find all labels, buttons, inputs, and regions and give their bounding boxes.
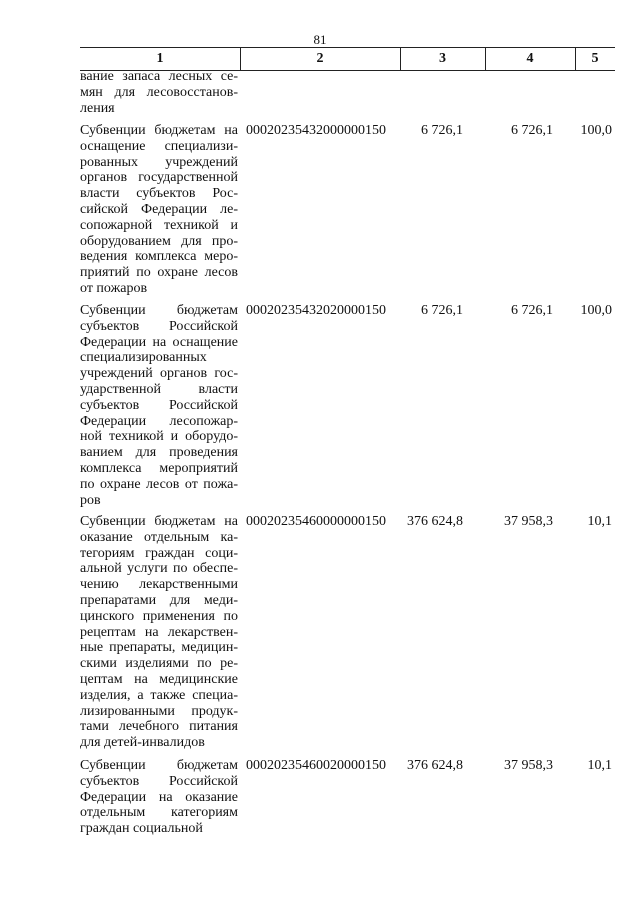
- description-line: Субвенции бюджетам: [80, 303, 238, 318]
- description-line: власти субъектов Рос-: [80, 186, 238, 202]
- description-line: цинского применения по: [80, 608, 238, 624]
- description-line: ров: [80, 492, 101, 508]
- description-line: Федерации на оказание: [80, 789, 238, 805]
- budget-code: 00020235460000000150: [246, 514, 386, 529]
- description-line: лизированными продук-: [80, 703, 238, 719]
- value-col-3: 6 726,1: [421, 123, 463, 138]
- description-line: вание запаса лесных се-: [80, 69, 238, 84]
- value-col-4: 6 726,1: [511, 303, 553, 318]
- description-line: Субвенции бюджетам: [80, 758, 238, 773]
- description-line: ванием для проведения: [80, 445, 238, 461]
- description-line: Субвенции бюджетам на: [80, 123, 238, 138]
- column-header-5: 5: [591, 51, 599, 66]
- description-line: рованных учреждений: [80, 154, 238, 170]
- description-line: учреждений органов гос-: [80, 366, 238, 382]
- value-col-3: 376 624,8: [407, 514, 463, 529]
- description-line: от пожаров: [80, 280, 148, 296]
- value-col-4: 37 958,3: [504, 758, 553, 773]
- row-description: [80, 123, 238, 297]
- description-line: Субвенции бюджетам на: [80, 514, 238, 529]
- value-col-4: 6 726,1: [511, 123, 553, 138]
- description-line: сийской Федерации ле-: [80, 201, 238, 217]
- budget-code: 00020235432000000150: [246, 123, 386, 138]
- row-description: [80, 69, 238, 116]
- table-header: [80, 47, 615, 71]
- column-header-4: 4: [526, 51, 534, 66]
- description-line: препаратами для меди-: [80, 592, 238, 608]
- description-line: цептам на медицинские: [80, 671, 238, 687]
- description-line: сопожарной техникой и: [80, 217, 238, 233]
- description-line: чению лекарственными: [80, 577, 238, 593]
- description-line: тегориям граждан соци-: [80, 545, 238, 561]
- description-line: альной услуги по обеспе-: [80, 561, 238, 577]
- description-line: субъектов Российской: [80, 318, 238, 334]
- description-line: органов государственной: [80, 170, 238, 186]
- description-line: по охране лесов от пожа-: [80, 476, 238, 492]
- value-col-5: 100,0: [580, 123, 612, 138]
- page-number: 81: [313, 32, 327, 47]
- description-line: комплекса мероприятий: [80, 460, 238, 476]
- budget-code: 00020235432020000150: [246, 303, 386, 318]
- description-line: оборудованием для про-: [80, 233, 238, 249]
- row-description: [80, 758, 238, 837]
- description-line: отдельным категориям: [80, 805, 238, 821]
- description-line: Федерации лесопожар-: [80, 413, 238, 429]
- description-line: ной техникой и оборудо-: [80, 429, 238, 445]
- description-line: для детей-инвалидов: [80, 735, 205, 751]
- description-line: ления: [80, 100, 115, 116]
- value-col-3: 376 624,8: [407, 758, 463, 773]
- row-description: [80, 514, 238, 751]
- description-line: специализированных: [80, 350, 207, 366]
- description-line: субъектов Российской: [80, 397, 238, 413]
- value-col-5: 10,1: [587, 514, 612, 529]
- description-line: тами лечебного питания: [80, 719, 238, 735]
- value-col-5: 10,1: [587, 758, 612, 773]
- description-line: субъектов Российской: [80, 773, 238, 789]
- description-line: приятий по охране лесов: [80, 265, 238, 281]
- column-header-1: 1: [156, 51, 164, 66]
- budget-code: 00020235460020000150: [246, 758, 386, 773]
- value-col-5: 100,0: [580, 303, 612, 318]
- value-col-4: 37 958,3: [504, 514, 553, 529]
- description-line: граждан социальной: [80, 821, 203, 837]
- value-col-3: 6 726,1: [421, 303, 463, 318]
- description-line: ведения комплекса меро-: [80, 249, 238, 265]
- description-line: рецептам на лекарствен-: [80, 624, 238, 640]
- description-line: ные препараты, медицин-: [80, 640, 238, 656]
- column-header-3: 3: [439, 51, 446, 66]
- row-description: [80, 303, 238, 508]
- description-line: изделия, а также специа-: [80, 687, 238, 703]
- description-line: оснащение специализи-: [80, 138, 238, 154]
- description-line: Федерации на оснащение: [80, 334, 238, 350]
- description-line: мян для лесовосстанов-: [80, 84, 238, 100]
- description-line: ударственной власти: [80, 381, 238, 397]
- column-header-2: 2: [316, 51, 324, 66]
- description-line: оказание отдельным ка-: [80, 529, 238, 545]
- description-line: скими изделиями по ре-: [80, 656, 238, 672]
